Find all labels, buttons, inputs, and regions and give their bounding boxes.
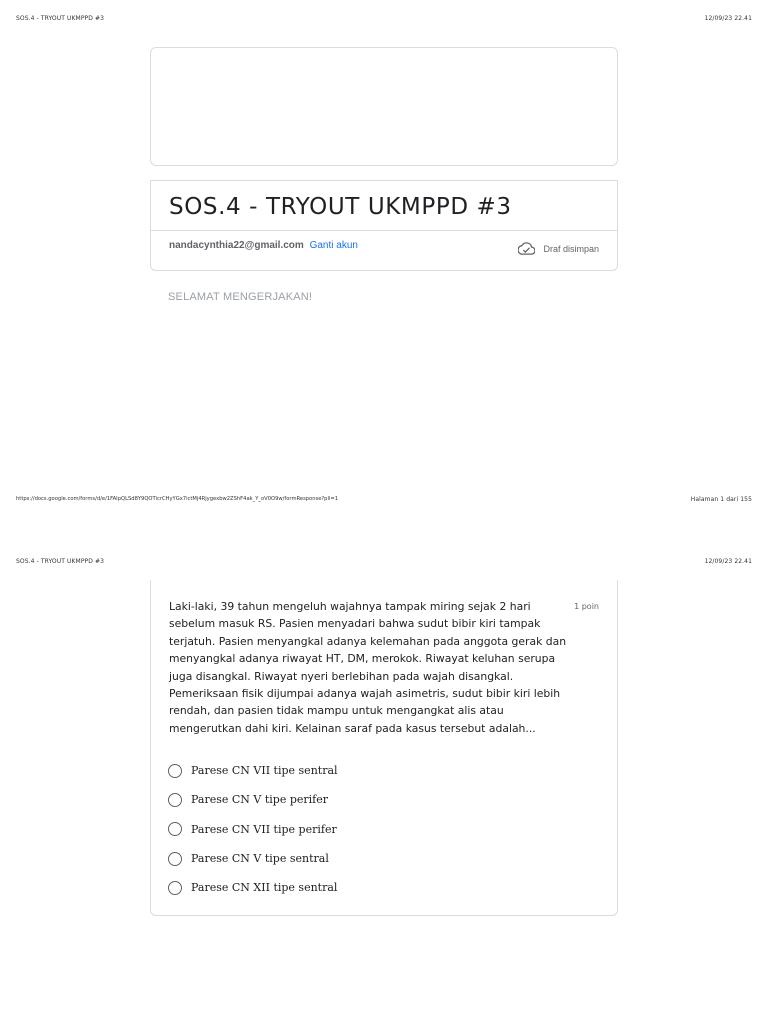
draft-status: [518, 242, 599, 255]
answer-option[interactable]: [168, 844, 338, 873]
print-footer-url: https://docs.google.com/forms/d/e/1FAIpQLSd8Y9QOTicrCHyYGx7ictMj4Rjygexbw2ZShF4ak_Y_oV0O9w/formResponse?pli=1: [16, 496, 338, 502]
form-title: SOS.4 - TRYOUT UKMPPD #3: [169, 194, 512, 220]
print-header-title: SOS.4 - TRYOUT UKMPPD #3: [16, 15, 105, 22]
answer-options: [168, 756, 338, 902]
answer-option-label: Parese CN XII tipe sentral: [191, 881, 338, 895]
title-divider: [151, 230, 617, 231]
switch-account-link[interactable]: Ganti akun: [309, 240, 358, 251]
cloud-done-icon: [518, 242, 535, 255]
radio-button[interactable]: [168, 764, 182, 778]
print-header-datetime: 12/09/23 22.41: [704, 15, 752, 22]
account-row: [169, 240, 358, 251]
answer-option-label: Parese CN V tipe perifer: [191, 793, 329, 807]
form-title-card: [150, 180, 618, 271]
question-card: [150, 580, 618, 916]
question-text: Laki-laki, 39 tahun mengeluh wajahnya tampak miring sejak 2 hari sebelum masuk RS. Pasien menyadari bahwa sudut bibir kiri tampak terjatuh. Pasien menyangkal adanya kelemahan pada anggota gerak dan menyangkal adanya riwayat HT, DM, merokok. Riwayat keluhan serupa juga disangkal. Riwayat nyeri berlebihan pada wajah disangkal. Pemeriksaan fisik dijumpai adanya wajah asimetris, sudut bibir kiri lebih rendah, dan pasien tidak mampu untuk mengangkat alis atau mengerutkan dahi kiri. Kelainan saraf pada kasus tersebut adalah...: [169, 600, 567, 735]
answer-option[interactable]: [168, 873, 338, 902]
form-banner-card: [150, 47, 618, 166]
question-points: 1 poin: [574, 602, 599, 611]
radio-button[interactable]: [168, 822, 182, 836]
account-email: nandacynthia22@gmail.com: [169, 240, 304, 251]
draft-status-label: Draf disimpan: [543, 243, 599, 254]
answer-option[interactable]: [168, 785, 338, 814]
answer-option[interactable]: [168, 756, 338, 785]
radio-button[interactable]: [168, 852, 182, 866]
radio-button[interactable]: [168, 793, 182, 807]
answer-option[interactable]: [168, 815, 338, 844]
print-header-datetime: 12/09/23 22.41: [704, 558, 752, 565]
radio-button[interactable]: [168, 881, 182, 895]
answer-option-label: Parese CN VII tipe perifer: [191, 822, 337, 836]
answer-option-label: Parese CN VII tipe sentral: [191, 764, 338, 778]
form-description: SELAMAT MENGERJAKAN!: [168, 291, 313, 303]
print-header-title: SOS.4 - TRYOUT UKMPPD #3: [16, 558, 105, 565]
print-footer-page-number: Halaman 1 dari 155: [690, 496, 752, 503]
answer-option-label: Parese CN V tipe sentral: [191, 852, 329, 866]
